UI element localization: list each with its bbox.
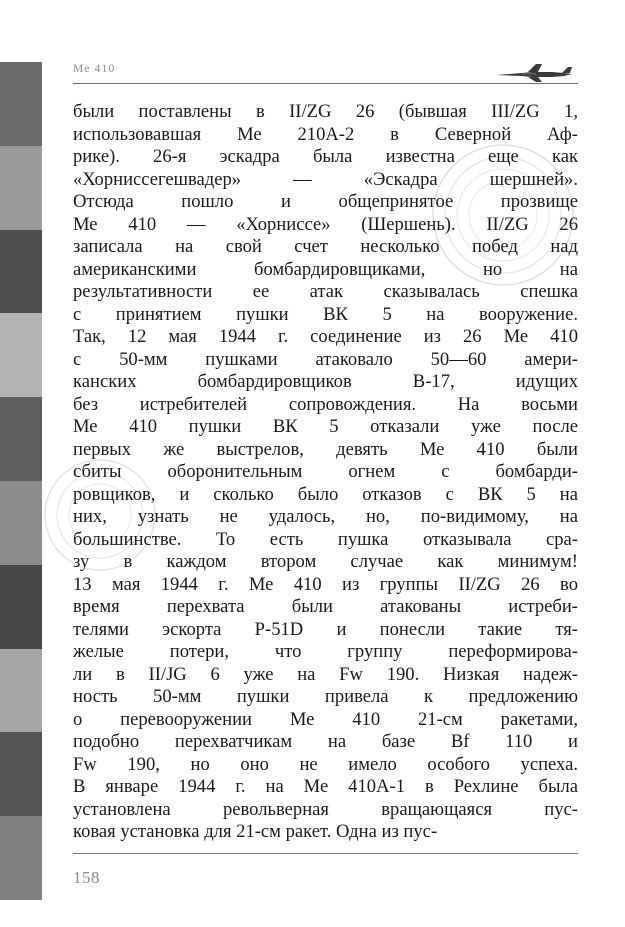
left-bar-segment [0, 732, 42, 816]
text-line: зу в каждом втором случае как минимум! [73, 551, 578, 572]
text-line: ли в II/JG 6 уже на Fw 190. Низкая надеж- [73, 663, 578, 685]
text-line: без истребителей сопровождения. На восьми [73, 393, 578, 415]
text-line: были поставлены в II/ZG 26 (бывшая III/ZG 1, [73, 101, 578, 122]
left-bar-segment [0, 649, 42, 733]
text-line: результативности ее атак сказывалась спешка [73, 281, 578, 302]
text-line: рике). 26-я эскадра была известна еще как [73, 146, 578, 167]
text-line: 13 мая 1944 г. Ме 410 из группы II/ZG 26 во [73, 573, 578, 595]
left-bar-segment [0, 62, 42, 146]
text-line: ность 50-мм пушки привела к предложению [73, 686, 578, 707]
text-line: канских бомбардировщиков В-17, идущих [73, 371, 578, 392]
left-bar-segment [0, 397, 42, 481]
left-bar-segment [0, 230, 42, 314]
left-bar-segment [0, 565, 42, 649]
text-line: Так, 12 мая 1944 г. соединение из 26 Ме 410 [73, 326, 578, 347]
left-bar-segment [0, 146, 42, 230]
left-bar-segment [0, 816, 42, 900]
text-line: Отсюда пошло и общепринятое прозвище [73, 191, 578, 212]
text-line: желые потери, что группу переформирова- [73, 641, 578, 662]
text-line: с 50-мм пушками атаковало 50—60 амери- [73, 348, 578, 370]
text-line: большинстве. То есть пушка отказывала сра- [73, 528, 578, 550]
left-bar-segment [0, 313, 42, 397]
left-edge-tab-bar [0, 62, 42, 900]
page-header [73, 56, 578, 86]
text-line: «Хорниссегешвадер» — «Эскадра шершней». [73, 168, 578, 190]
text-line: телями эскорта Р-51D и понесли такие тя- [73, 618, 578, 640]
left-bar-segment [0, 481, 42, 565]
text-line: время перехвата были атакованы истреби- [73, 596, 578, 617]
text-line: использовавшая Ме 210А-2 в Северной Аф- [73, 123, 578, 145]
text-line: Ме 410 — «Хорниссе» (Шершень). II/ZG 26 [73, 213, 578, 235]
text-line: них, узнать не удалось, но, по-видимому, на [73, 506, 578, 527]
text-line: американскими бомбардировщиками, но на [73, 258, 578, 280]
text-line: о перевооружении Ме 410 21-см ракетами, [73, 708, 578, 730]
text-line: подобно перехватчикам на базе Bf 110 и [73, 731, 578, 752]
text-line: с принятием пушки ВК 5 на вооружение. [73, 303, 578, 325]
footer-rule [73, 853, 578, 854]
text-line: ковая установка для 21-см ракет. Одна из пус- [73, 821, 438, 842]
running-head: Ме 410 [73, 63, 116, 75]
text-line: первых же выстрелов, девять Ме 410 были [73, 438, 578, 460]
body-text [73, 101, 578, 844]
header-rule [73, 83, 578, 84]
text-line: Ме 410 пушки ВК 5 отказали уже после [73, 416, 578, 437]
text-line: установлена револьверная вращающаяся пус- [73, 798, 578, 820]
page-number: 158 [73, 868, 100, 887]
text-line: сбиты оборонительным огнем с бомбарди- [73, 461, 578, 482]
text-line: записала на свой счет несколько побед над [73, 236, 578, 257]
text-line: Fw 190, но оно не имело особого успеха. [73, 753, 578, 775]
aircraft-silhouette-icon [492, 61, 576, 83]
text-line: ровщиков, и сколько было отказов с ВК 5 на [73, 483, 578, 505]
text-line: В январе 1944 г. на Ме 410А-1 в Рехлине была [73, 776, 578, 797]
